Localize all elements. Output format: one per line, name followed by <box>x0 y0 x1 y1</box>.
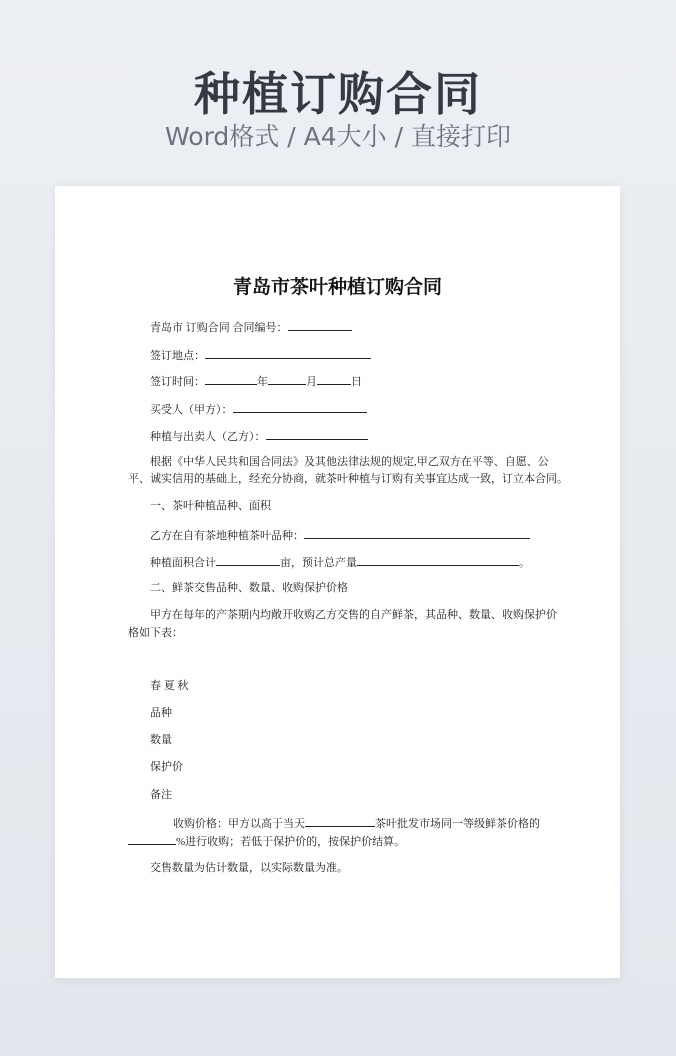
purchase-line-2: 格如下表： <box>128 627 183 639</box>
seller-label: 种植与出卖人（乙方）： <box>150 431 266 443</box>
area-unit-label: 亩，预计总产量 <box>280 557 357 569</box>
percent-blank <box>128 833 176 845</box>
area-line <box>150 554 530 570</box>
purchase-line-1: 甲方在每年的产茶期内均敞开收购乙方交售的自产鲜茶，其品种、数量、收购保护价 <box>150 609 557 621</box>
seller-blank <box>266 428 368 440</box>
price-line-2-text: %进行收购；若低于保护价的，按保护价结算。 <box>176 836 406 848</box>
sign-year-blank <box>205 373 257 385</box>
intro-line-1: 根据《中华人民共和国合同法》及其他法律法规的规定,甲乙双方在平等、自愿、公 <box>150 456 549 468</box>
table-label-season: 春 夏 秋 <box>150 680 189 692</box>
document-page <box>55 186 620 978</box>
year-label: 年 <box>257 376 268 388</box>
document-title: 青岛市茶叶种植订购合同 <box>232 276 442 298</box>
table-label-price: 保护价 <box>150 761 183 773</box>
seller-line <box>150 428 368 444</box>
day-label: 日 <box>351 376 362 388</box>
period-mark: 。 <box>519 557 530 569</box>
sign-time-line <box>150 373 362 389</box>
sign-month-blank <box>268 373 306 385</box>
quantity-note: 交售数量为估计数量，以实际数量为准。 <box>150 862 348 874</box>
hero-subtitle: Word格式 / A4大小 / 直接打印 <box>165 122 511 151</box>
price-label-a: 收购价格：甲方以高于当天 <box>173 818 305 830</box>
sign-day-blank <box>317 373 351 385</box>
sign-place-line <box>150 347 371 363</box>
market-blank <box>305 815 375 827</box>
area-label: 种植面积合计 <box>150 557 216 569</box>
sign-time-label: 签订时间： <box>150 376 205 388</box>
sign-place-label: 签订地点： <box>150 350 205 362</box>
contract-number-blank <box>288 319 352 331</box>
intro-line-2: 平、诚实信用的基础上，经充分协商，就茶叶种植与订购有关事宜达成一致，订立本合同。 <box>128 473 568 485</box>
price-line-2 <box>128 833 405 849</box>
section1-heading: 一、茶叶种植品种、面积 <box>150 500 271 512</box>
price-line-1 <box>173 815 540 831</box>
hero-title: 种植订购合同 <box>194 67 482 121</box>
table-label-quantity: 数量 <box>150 734 172 746</box>
sign-place-blank <box>205 347 371 359</box>
month-label: 月 <box>306 376 317 388</box>
buyer-label: 买受人（甲方）： <box>150 404 233 416</box>
variety-blank <box>304 527 530 539</box>
yield-blank <box>357 554 519 566</box>
contract-number-label: 青岛市 订购合同 合同编号： <box>150 322 288 334</box>
contract-number-line <box>150 319 352 335</box>
section2-heading: 二、鲜茶交售品种、数量、收购保护价格 <box>150 582 348 594</box>
table-label-remark: 备注 <box>150 789 172 801</box>
buyer-blank <box>233 401 367 413</box>
price-label-b: 茶叶批发市场同一等级鲜茶价格的 <box>375 818 540 830</box>
area-blank <box>216 554 280 566</box>
variety-label: 乙方在自有茶地种植茶叶品种： <box>150 530 304 542</box>
table-label-variety: 品种 <box>150 707 172 719</box>
buyer-line <box>150 401 367 417</box>
variety-line <box>150 527 530 543</box>
